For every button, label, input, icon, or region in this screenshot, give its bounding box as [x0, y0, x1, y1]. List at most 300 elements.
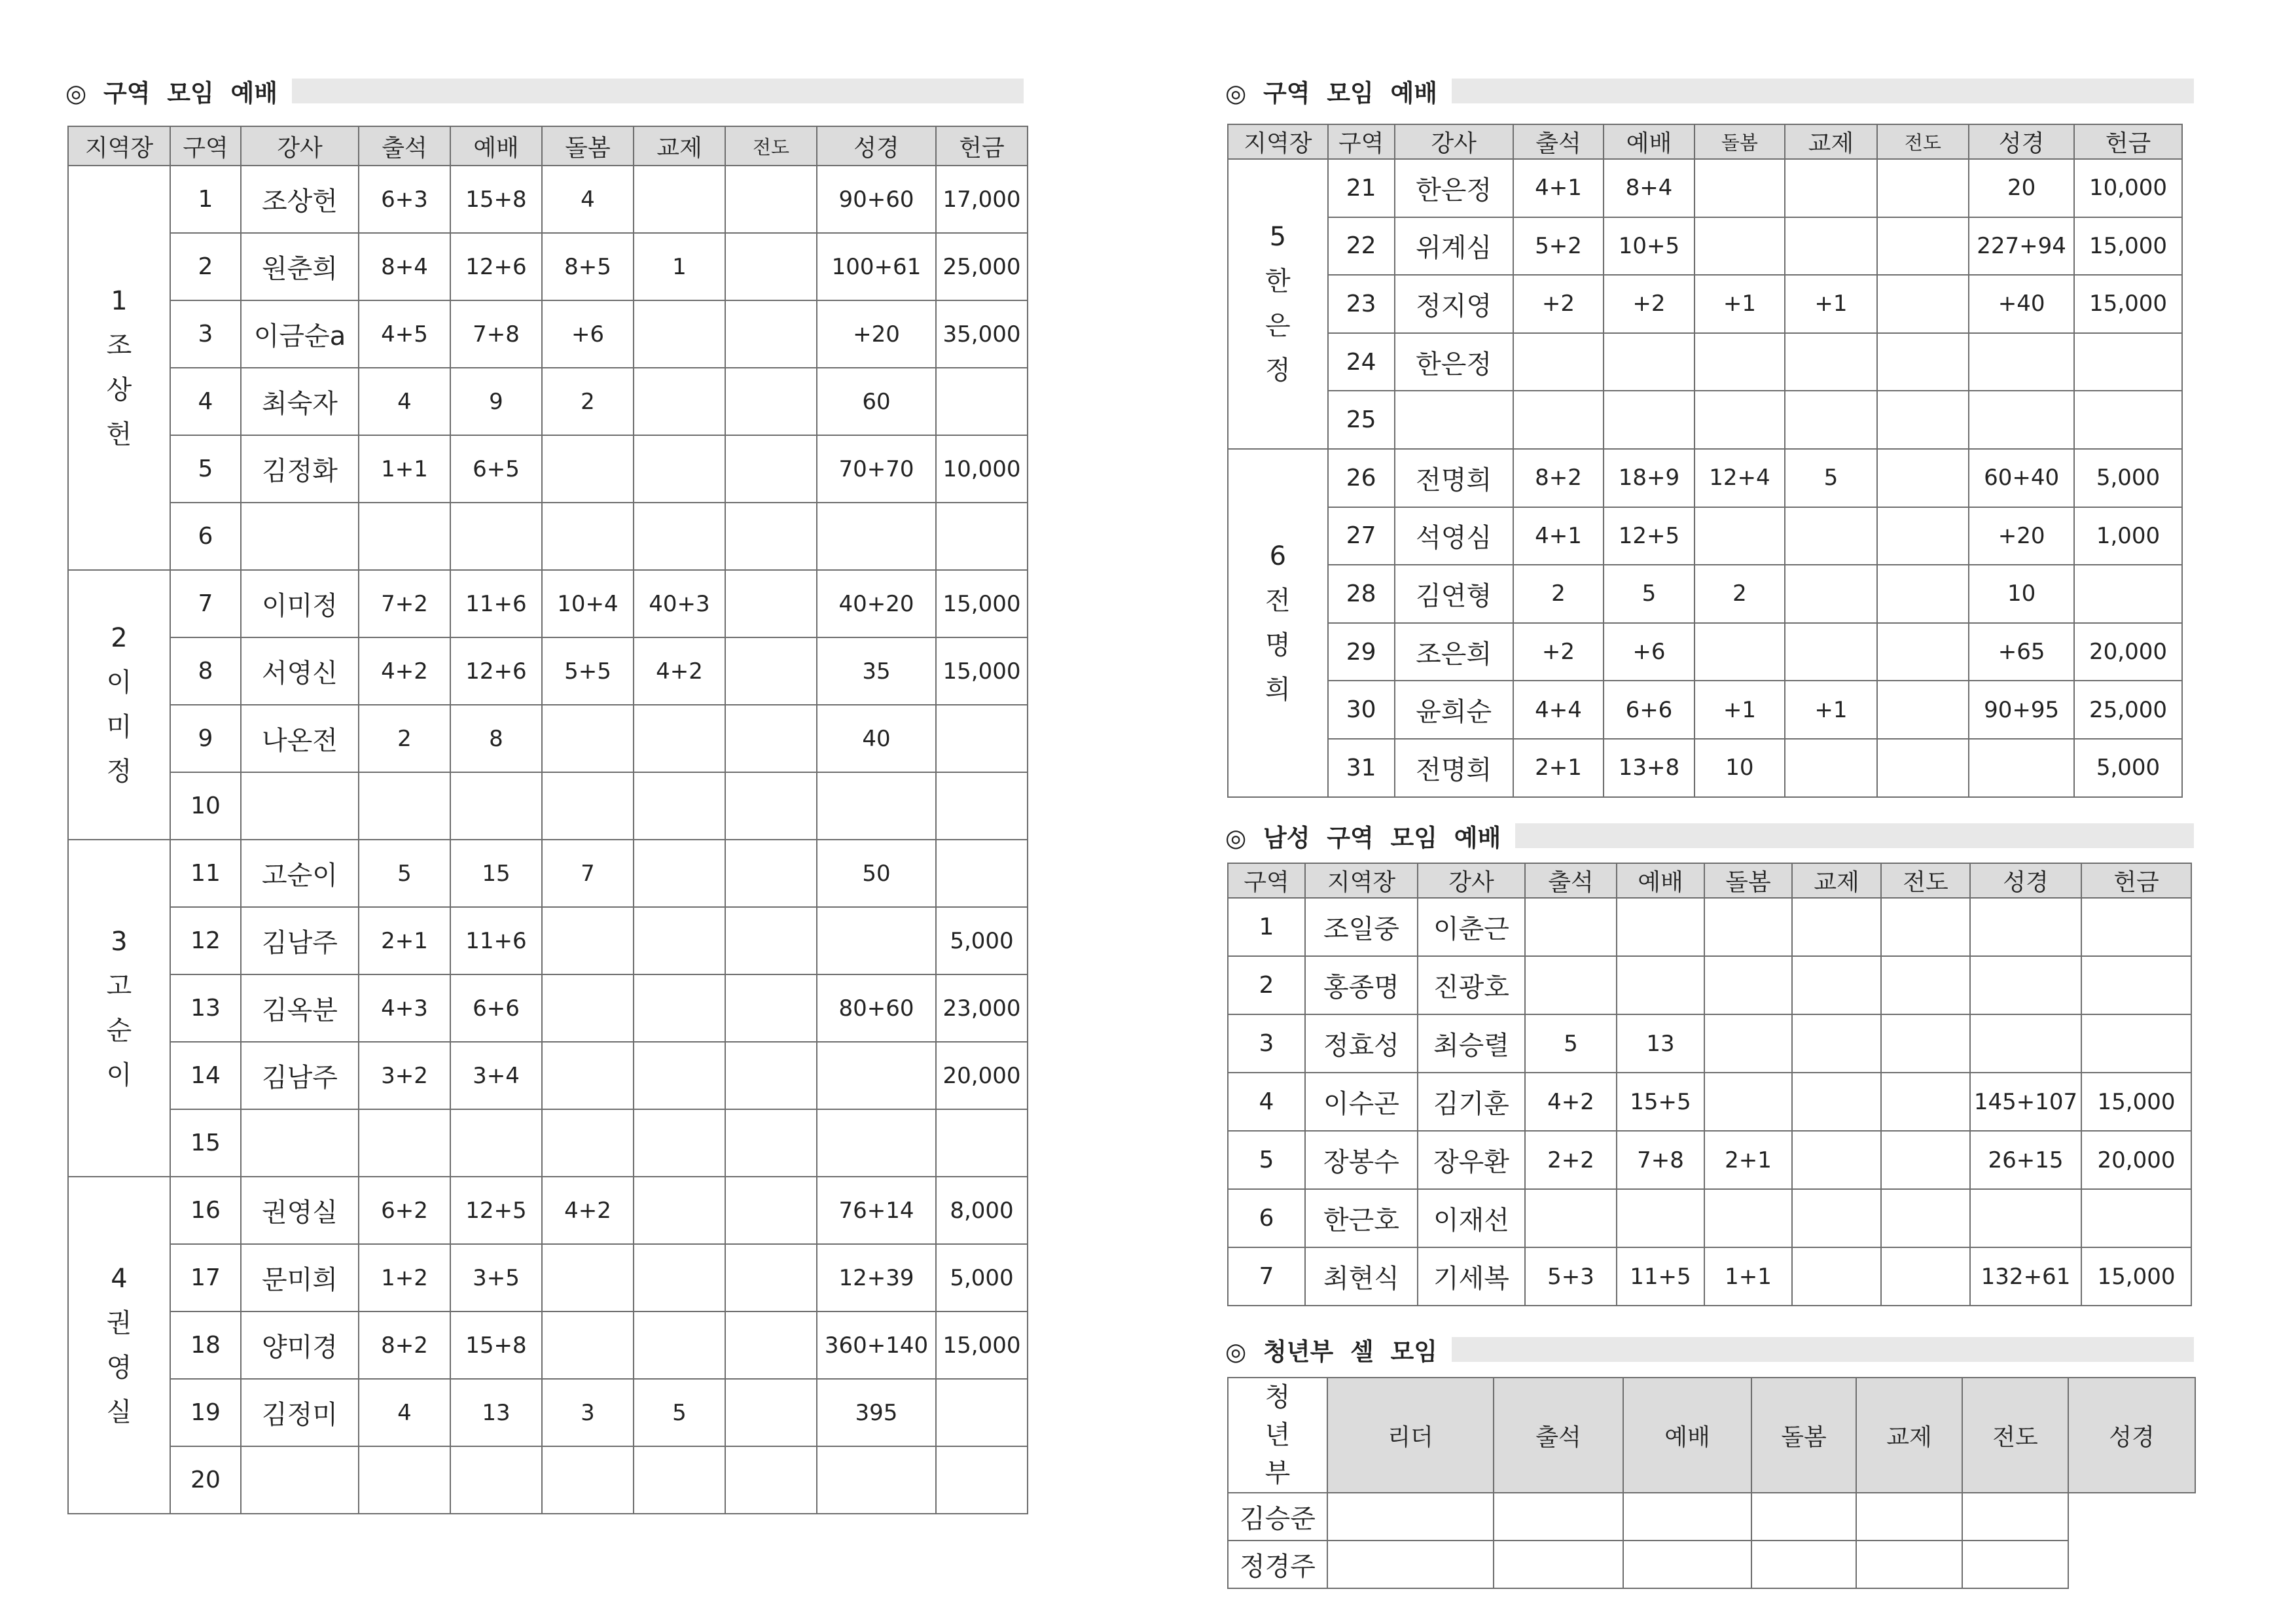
fellowship-cell — [1785, 739, 1877, 797]
district-no-cell: 18 — [170, 1311, 241, 1379]
offering-cell — [2081, 1014, 2191, 1073]
worship-cell: 3+4 — [450, 1042, 542, 1109]
teacher-cell: 김기훈 — [1418, 1073, 1525, 1131]
region-leader-cell — [68, 570, 170, 840]
youth-group-label-char: 부 — [1265, 1458, 1291, 1488]
bible-cell: 360+140 — [817, 1311, 936, 1379]
worship-cell: 11+5 — [1617, 1247, 1704, 1306]
offering-cell — [936, 368, 1028, 435]
evangelism-cell — [725, 1379, 817, 1446]
teacher-cell — [241, 1109, 359, 1177]
worship-cell — [1617, 1189, 1704, 1247]
bible-cell: 40+20 — [817, 570, 936, 637]
attendance-cell: 4 — [359, 368, 450, 435]
teacher-cell: 윤희순 — [1395, 681, 1513, 739]
offering-cell: 15,000 — [936, 1311, 1028, 1379]
column-header: 구역 — [1228, 863, 1305, 898]
care-cell — [542, 1446, 634, 1514]
table-row — [68, 435, 1028, 503]
care-cell — [542, 974, 634, 1042]
care-cell: 2+1 — [1704, 1131, 1792, 1189]
table-row — [1228, 898, 2191, 956]
attendance-cell: 4+3 — [359, 974, 450, 1042]
teacher-cell: 양미경 — [241, 1311, 359, 1379]
table-row — [1228, 956, 2191, 1014]
region-leader-char: 헌 — [106, 419, 132, 450]
fellowship-cell — [634, 1244, 725, 1311]
column-header: 돌봄 — [1704, 863, 1792, 898]
attendance-cell: 4+4 — [1513, 681, 1604, 739]
evangelism-cell — [725, 1244, 817, 1311]
care-cell: 1+1 — [1704, 1247, 1792, 1306]
offering-cell: 15,000 — [2074, 275, 2182, 333]
evangelism-cell — [1881, 1247, 1970, 1306]
worship-cell — [450, 503, 542, 570]
fellowship-cell — [1785, 217, 1877, 276]
column-header: 리더 — [1327, 1378, 1494, 1493]
leader-cell: 김승준 — [1228, 1493, 1327, 1541]
district-no-cell: 12 — [170, 907, 241, 974]
district-no-cell: 15 — [170, 1109, 241, 1177]
care-cell: +1 — [1695, 681, 1785, 739]
offering-cell — [936, 772, 1028, 840]
column-header: 돌봄 — [1695, 124, 1785, 159]
attendance-cell — [359, 1109, 450, 1177]
bible-cell — [817, 1446, 936, 1514]
bible-cell: 26+15 — [1970, 1131, 2081, 1189]
worship-cell: 12+6 — [450, 637, 542, 705]
district-no-cell: 4 — [1228, 1073, 1305, 1131]
offering-cell: 17,000 — [936, 166, 1028, 233]
teacher-cell: 김연형 — [1395, 565, 1513, 623]
worship-cell: 15+5 — [1617, 1073, 1704, 1131]
offering-cell: 1,000 — [2074, 507, 2182, 565]
worship-cell: +2 — [1604, 275, 1694, 333]
bible-cell: 132+61 — [1970, 1247, 2081, 1306]
teacher-cell: 전명희 — [1395, 449, 1513, 507]
attendance-cell — [1513, 333, 1604, 391]
region-leader-char: 4 — [111, 1263, 128, 1294]
bible-cell: 20 — [1969, 159, 2074, 217]
table-row — [68, 570, 1028, 637]
evangelism-cell — [725, 1311, 817, 1379]
evangelism-cell — [725, 974, 817, 1042]
table-row — [1228, 681, 2182, 739]
teacher-cell: 조은희 — [1395, 623, 1513, 681]
worship-cell: 10+5 — [1604, 217, 1694, 276]
care-cell — [1695, 333, 1785, 391]
worship-cell: 15+8 — [450, 1311, 542, 1379]
attendance-cell: 6+2 — [359, 1177, 450, 1244]
table-row — [68, 166, 1028, 233]
evangelism-cell — [1856, 1493, 1962, 1541]
table-row — [68, 1109, 1028, 1177]
district-no-cell: 17 — [170, 1244, 241, 1311]
care-cell: 4 — [542, 166, 634, 233]
attendance-cell: 6+3 — [359, 166, 450, 233]
bible-cell: 40 — [817, 705, 936, 772]
bible-cell: 90+95 — [1969, 681, 2074, 739]
column-header: 구역 — [170, 126, 241, 166]
evangelism-cell — [725, 300, 817, 368]
table-row — [1228, 333, 2182, 391]
region-leader-char: 1 — [111, 286, 128, 316]
column-header: 전도 — [1962, 1378, 2068, 1493]
bible-cell — [817, 503, 936, 570]
teacher-cell: 한은정 — [1395, 333, 1513, 391]
fellowship-cell: 4+2 — [634, 637, 725, 705]
column-header: 헌금 — [2074, 124, 2182, 159]
offering-cell: 15,000 — [2081, 1073, 2191, 1131]
teacher-cell: 한은정 — [1395, 159, 1513, 217]
bible-cell — [1970, 898, 2081, 956]
evangelism-cell — [725, 233, 817, 300]
table-row — [1228, 217, 2182, 276]
district-no-cell: 11 — [170, 840, 241, 907]
offering-cell: 35,000 — [936, 300, 1028, 368]
offering-cell — [936, 1446, 1028, 1514]
attendance-cell: 2+1 — [1513, 739, 1604, 797]
district-no-cell: 9 — [170, 705, 241, 772]
offering-cell — [936, 1379, 1028, 1446]
worship-cell: 13 — [450, 1379, 542, 1446]
district-no-cell: 7 — [170, 570, 241, 637]
fellowship-cell: +1 — [1785, 681, 1877, 739]
care-cell — [1695, 217, 1785, 276]
column-header: 출석 — [1525, 863, 1617, 898]
teacher-cell: 김옥분 — [241, 974, 359, 1042]
worship-cell: 12+5 — [450, 1177, 542, 1244]
column-header: 출석 — [1494, 1378, 1623, 1493]
men-section-heading — [1225, 820, 2194, 851]
care-cell: 3 — [542, 1379, 634, 1446]
offering-cell — [2074, 333, 2182, 391]
fellowship-cell — [1751, 1541, 1856, 1588]
attendance-cell: 2 — [1513, 565, 1604, 623]
offering-cell — [2074, 565, 2182, 623]
worship-cell — [450, 772, 542, 840]
table-row — [68, 1379, 1028, 1446]
worship-cell: 7+8 — [1617, 1131, 1704, 1189]
right-district-table — [1227, 124, 2183, 798]
column-header: 교제 — [634, 126, 725, 166]
teacher-cell — [241, 1446, 359, 1514]
region-leader-cell — [68, 166, 170, 570]
column-header: 지역장 — [1305, 863, 1418, 898]
offering-cell: 25,000 — [2074, 681, 2182, 739]
worship-cell — [1617, 956, 1704, 1014]
care-cell — [1704, 1014, 1792, 1073]
evangelism-cell — [1877, 217, 1969, 276]
table-row — [68, 503, 1028, 570]
fellowship-cell — [634, 1311, 725, 1379]
fellowship-cell — [634, 503, 725, 570]
district-no-cell: 23 — [1328, 275, 1395, 333]
district-no-cell: 6 — [170, 503, 241, 570]
district-no-cell: 5 — [1228, 1131, 1305, 1189]
teacher-cell — [241, 772, 359, 840]
fellowship-cell — [1792, 1189, 1881, 1247]
attendance-cell: 4+1 — [1513, 507, 1604, 565]
bible-cell — [1970, 1189, 2081, 1247]
teacher-cell: 서영신 — [241, 637, 359, 705]
offering-cell: 20,000 — [2074, 623, 2182, 681]
evangelism-cell — [1856, 1541, 1962, 1588]
region-leader-char: 명 — [1265, 630, 1291, 660]
fellowship-cell: 5 — [1785, 449, 1877, 507]
teacher-cell: 이미정 — [241, 570, 359, 637]
region-leader-char: 권 — [106, 1308, 132, 1338]
teacher-cell: 이금순a — [241, 300, 359, 368]
bible-cell: 395 — [817, 1379, 936, 1446]
table-row — [68, 705, 1028, 772]
evangelism-cell — [1881, 956, 1970, 1014]
bible-cell: 70+70 — [817, 435, 936, 503]
district-no-cell: 28 — [1328, 565, 1395, 623]
worship-cell — [450, 1446, 542, 1514]
column-header: 강사 — [241, 126, 359, 166]
evangelism-cell — [1877, 681, 1969, 739]
region-leader-char: 실 — [106, 1397, 132, 1427]
youth-header-row — [1228, 1378, 2195, 1493]
teacher-cell: 장우환 — [1418, 1131, 1525, 1189]
attendance-cell — [359, 1446, 450, 1514]
table-row — [1228, 1189, 2191, 1247]
care-cell: +1 — [1695, 275, 1785, 333]
worship-cell: 11+6 — [450, 907, 542, 974]
offering-cell: 5,000 — [936, 907, 1028, 974]
fellowship-cell — [634, 840, 725, 907]
offering-cell — [2081, 898, 2191, 956]
teacher-cell: 진광호 — [1418, 956, 1525, 1014]
district-no-cell: 4 — [170, 368, 241, 435]
care-cell: 12+4 — [1695, 449, 1785, 507]
bible-cell: 10 — [1969, 565, 2074, 623]
table-row — [1228, 159, 2182, 217]
column-header: 교제 — [1785, 124, 1877, 159]
table-row — [68, 233, 1028, 300]
men-header-row — [1228, 863, 2191, 898]
care-cell — [1704, 1189, 1792, 1247]
evangelism-cell — [1881, 898, 1970, 956]
evangelism-cell — [1877, 565, 1969, 623]
worship-cell: 15 — [450, 840, 542, 907]
leader-cell: 장봉수 — [1305, 1131, 1418, 1189]
offering-cell: 5,000 — [936, 1244, 1028, 1311]
evangelism-cell — [1877, 275, 1969, 333]
district-no-cell: 6 — [1228, 1189, 1305, 1247]
fellowship-cell — [1792, 1073, 1881, 1131]
bible-cell: 60 — [817, 368, 936, 435]
care-cell — [542, 1244, 634, 1311]
region-leader-char: 3 — [111, 926, 128, 957]
care-cell — [542, 705, 634, 772]
teacher-cell: 전명희 — [1395, 739, 1513, 797]
bible-cell — [817, 1109, 936, 1177]
teacher-cell: 최숙자 — [241, 368, 359, 435]
table-row — [68, 840, 1028, 907]
column-header: 예배 — [1604, 124, 1694, 159]
table-row — [68, 1177, 1028, 1244]
district-no-cell: 7 — [1228, 1247, 1305, 1306]
column-header: 구역 — [1328, 124, 1395, 159]
offering-cell — [2081, 1189, 2191, 1247]
bible-cell: +65 — [1969, 623, 2074, 681]
offering-cell — [2081, 956, 2191, 1014]
fellowship-cell — [1785, 623, 1877, 681]
bible-cell: 90+60 — [817, 166, 936, 233]
fellowship-cell — [634, 368, 725, 435]
fellowship-cell — [634, 772, 725, 840]
offering-cell: 25,000 — [936, 233, 1028, 300]
worship-cell — [1604, 333, 1694, 391]
region-leader-cell — [68, 1177, 170, 1514]
teacher-cell — [241, 503, 359, 570]
evangelism-cell — [1877, 333, 1969, 391]
region-leader-char: 전 — [1265, 585, 1291, 616]
care-cell — [542, 772, 634, 840]
evangelism-cell — [1881, 1014, 1970, 1073]
region-leader-char: 상 — [106, 375, 132, 405]
region-leader-char: 5 — [1269, 222, 1287, 253]
attendance-cell: 2+2 — [1525, 1131, 1617, 1189]
worship-cell — [1604, 391, 1694, 449]
column-header: 예배 — [1617, 863, 1704, 898]
bible-cell: +20 — [1969, 507, 2074, 565]
youth-group-label-char: 년 — [1265, 1420, 1291, 1450]
attendance-cell: 1+2 — [359, 1244, 450, 1311]
column-header: 강사 — [1418, 863, 1525, 898]
care-cell: 4+2 — [542, 1177, 634, 1244]
evangelism-cell — [725, 1177, 817, 1244]
region-leader-char: 2 — [111, 623, 128, 653]
leader-cell: 이수곤 — [1305, 1073, 1418, 1131]
heading-bar — [1515, 823, 2194, 848]
worship-cell — [1494, 1493, 1623, 1541]
fellowship-cell — [1785, 565, 1877, 623]
attendance-cell: +2 — [1513, 275, 1604, 333]
attendance-cell — [1513, 391, 1604, 449]
column-header: 헌금 — [2081, 863, 2191, 898]
evangelism-cell — [725, 368, 817, 435]
worship-cell: +6 — [1604, 623, 1694, 681]
evangelism-cell — [1877, 623, 1969, 681]
care-cell — [1704, 1073, 1792, 1131]
offering-cell: 15,000 — [2074, 217, 2182, 276]
district-no-cell: 8 — [170, 637, 241, 705]
fellowship-cell — [1792, 956, 1881, 1014]
column-header: 교제 — [1792, 863, 1881, 898]
worship-cell — [1494, 1541, 1623, 1588]
bible-cell: 12+39 — [817, 1244, 936, 1311]
attendance-cell: 5 — [1525, 1014, 1617, 1073]
worship-cell: 5 — [1604, 565, 1694, 623]
evangelism-cell — [725, 907, 817, 974]
district-no-cell: 13 — [170, 974, 241, 1042]
evangelism-cell — [725, 1446, 817, 1514]
region-leader-char: 고 — [106, 971, 132, 1001]
attendance-cell — [359, 503, 450, 570]
care-cell — [1704, 898, 1792, 956]
district-no-cell: 5 — [170, 435, 241, 503]
district-no-cell: 20 — [170, 1446, 241, 1514]
youth-section-title: ◎ 청년부 셀 모임 — [1225, 1338, 1438, 1366]
evangelism-cell — [725, 1109, 817, 1177]
offering-cell: 10,000 — [936, 435, 1028, 503]
attendance-cell — [1327, 1493, 1494, 1541]
attendance-cell: 4+2 — [1525, 1073, 1617, 1131]
attendance-cell: 7+2 — [359, 570, 450, 637]
worship-cell: 18+9 — [1604, 449, 1694, 507]
evangelism-cell — [1877, 739, 1969, 797]
teacher-cell: 이재선 — [1418, 1189, 1525, 1247]
worship-cell: 13 — [1617, 1014, 1704, 1073]
district-no-cell: 24 — [1328, 333, 1395, 391]
attendance-cell: 5 — [359, 840, 450, 907]
district-no-cell: 30 — [1328, 681, 1395, 739]
attendance-cell: 4+1 — [1513, 159, 1604, 217]
fellowship-cell: +1 — [1785, 275, 1877, 333]
attendance-cell — [1327, 1541, 1494, 1588]
teacher-cell — [1395, 391, 1513, 449]
table-row — [1228, 507, 2182, 565]
worship-cell: 8+4 — [1604, 159, 1694, 217]
care-cell — [542, 1109, 634, 1177]
table-row — [1228, 623, 2182, 681]
care-cell — [1695, 507, 1785, 565]
left-section-heading — [65, 75, 1024, 107]
district-no-cell: 1 — [1228, 898, 1305, 956]
attendance-cell: 2+1 — [359, 907, 450, 974]
worship-cell — [1617, 898, 1704, 956]
care-cell: 10+4 — [542, 570, 634, 637]
region-leader-char: 6 — [1269, 541, 1287, 571]
table-row — [68, 1311, 1028, 1379]
attendance-cell: 1+1 — [359, 435, 450, 503]
district-no-cell: 2 — [1228, 956, 1305, 1014]
worship-cell: 13+8 — [1604, 739, 1694, 797]
teacher-cell: 위계심 — [1395, 217, 1513, 276]
bible-cell — [1962, 1541, 2068, 1588]
youth-group-label-cell — [1228, 1378, 1327, 1493]
region-leader-char: 정 — [1265, 355, 1291, 386]
attendance-cell: 4+5 — [359, 300, 450, 368]
table-row — [1228, 1541, 2195, 1588]
bible-cell — [1969, 391, 2074, 449]
column-header: 돌봄 — [542, 126, 634, 166]
bible-cell — [1970, 956, 2081, 1014]
teacher-cell: 최승렬 — [1418, 1014, 1525, 1073]
table-row — [68, 300, 1028, 368]
fellowship-cell — [1785, 391, 1877, 449]
offering-cell: 15,000 — [936, 637, 1028, 705]
evangelism-cell — [725, 840, 817, 907]
teacher-cell: 정지영 — [1395, 275, 1513, 333]
care-cell — [1704, 956, 1792, 1014]
district-no-cell: 3 — [1228, 1014, 1305, 1073]
region-leader-char: 조 — [106, 330, 132, 361]
fellowship-cell — [634, 705, 725, 772]
table-row — [1228, 449, 2182, 507]
column-header: 성경 — [817, 126, 936, 166]
care-cell: 8+5 — [542, 233, 634, 300]
care-cell — [542, 435, 634, 503]
offering-cell: 5,000 — [2074, 739, 2182, 797]
worship-cell: 11+6 — [450, 570, 542, 637]
care-cell — [1695, 159, 1785, 217]
youth-group-label-char: 청 — [1265, 1382, 1291, 1412]
fellowship-cell — [634, 1446, 725, 1514]
